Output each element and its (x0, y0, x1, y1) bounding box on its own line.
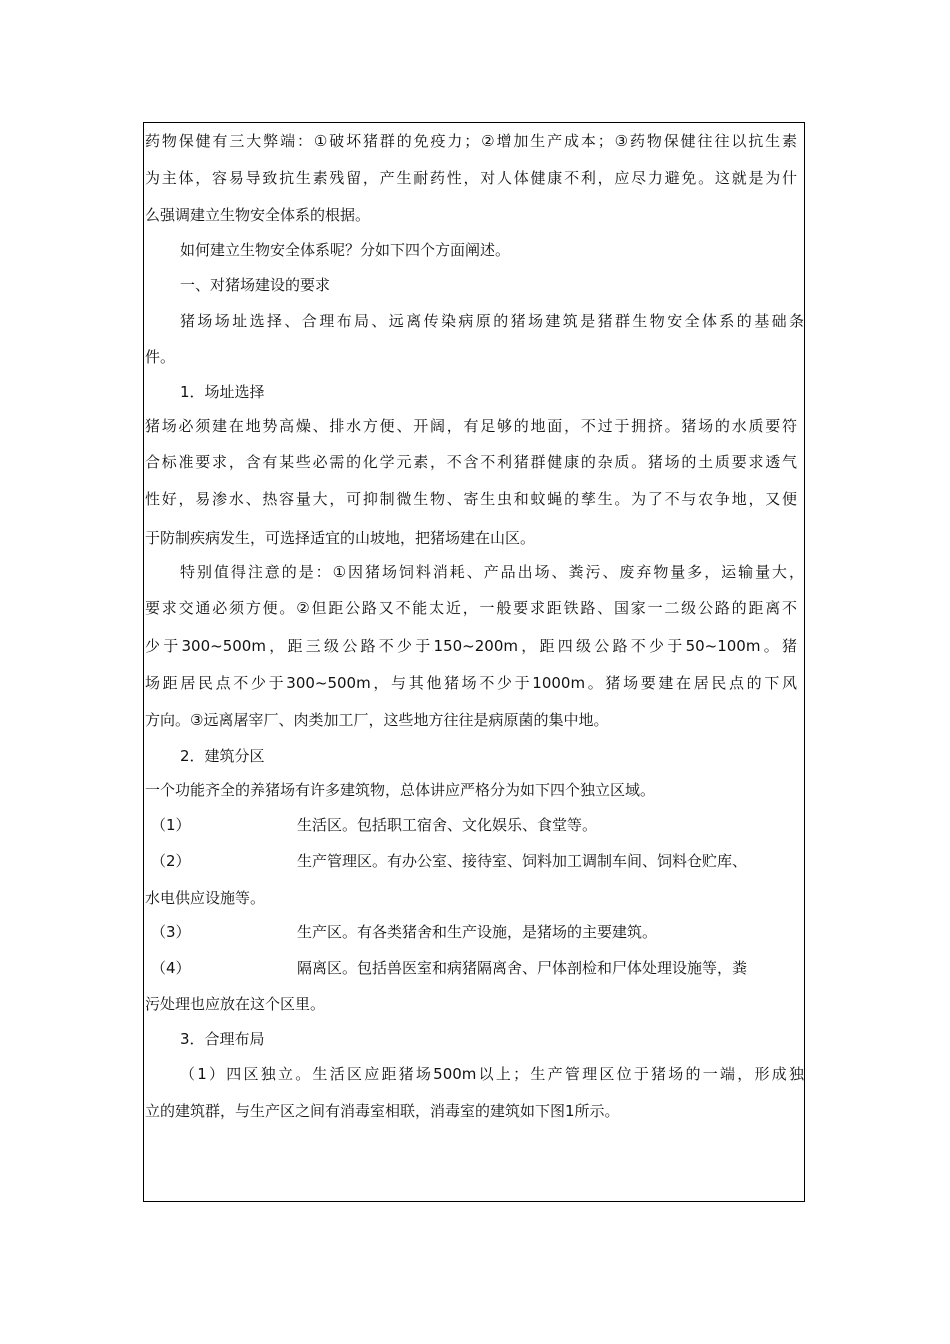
paragraph-line: 特别值得注意的是：①因猪场饲料消耗、产品出场、粪污、废弃物量多，运输量大， (180, 563, 804, 581)
paragraph-line: 场距居民点不少于300~500m，与其他猪场不少于1000m。猪场要建在居民点的下风 (145, 674, 797, 692)
paragraph-line: 污处理也应放在这个区里。 (145, 995, 326, 1013)
subsection-heading: 1．场址选择 (180, 383, 265, 401)
zone-label: （4） (151, 959, 191, 977)
paragraph-line: 要求交通必须方便。②但距公路又不能太近，一般要求距铁路、国家一二级公路的距离不 (145, 599, 797, 617)
zone-label: （3） (151, 923, 191, 941)
paragraph-line: 件。 (145, 348, 176, 366)
zone-label: （2） (151, 852, 191, 870)
zone-item (145, 815, 807, 835)
paragraph-line: 少于300~500m，距三级公路不少于150~200m，距四级公路不少于50~100m。猪 (145, 637, 797, 655)
paragraph-line: 药物保健有三大弊端：①破坏猪群的免疫力；②增加生产成本；③药物保健往往以抗生素 (145, 132, 797, 150)
section-heading: 一、对猪场建设的要求 (180, 276, 331, 294)
paragraph-line: 么强调建立生物安全体系的根据。 (145, 206, 371, 224)
subsection-heading: 3．合理布局 (180, 1030, 265, 1048)
zone-item (145, 851, 807, 871)
paragraph-line: 性好，易渗水、热容量大，可抑制微生物、寄生虫和蚊蝇的孳生。为了不与农争地，又便 (145, 490, 797, 508)
paragraph-line: 为主体，容易导致抗生素残留，产生耐药性，对人体健康不利，应尽力避免。这就是为什 (145, 169, 797, 187)
paragraph-line: 水电供应设施等。 (145, 889, 266, 907)
paragraph-line: 如何建立生物安全体系呢？分如下四个方面阐述。 (180, 241, 511, 259)
paragraph-line: 于防制疾病发生，可选择适宜的山坡地，把猪场建在山区。 (145, 529, 536, 547)
zone-text: 生产区。有各类猪舍和生产设施，是猪场的主要建筑。 (297, 923, 658, 941)
zone-text: 生产管理区。有办公室、接待室、饲料加工调制车间、饲料仓贮库、 (297, 852, 748, 870)
zone-text: 隔离区。包括兽医室和病猪隔离舍、尸体剖检和尸体处理设施等，粪 (297, 959, 748, 977)
paragraph-line: 方向。③远离屠宰厂、肉类加工厂，这些地方往往是病原菌的集中地。 (145, 711, 609, 729)
zone-label: （1） (151, 816, 191, 834)
zone-item (145, 958, 807, 978)
paragraph-line: 猪场场址选择、合理布局、远离传染病原的猪场建筑是猪群生物安全体系的基础条 (180, 312, 804, 330)
subsection-heading: 2．建筑分区 (180, 747, 265, 765)
zone-text: 生活区。包括职工宿舍、文化娱乐、食堂等。 (297, 816, 598, 834)
paragraph-line: 立的建筑群，与生产区之间有消毒室相联，消毒室的建筑如下图1所示。 (145, 1102, 620, 1120)
paragraph-line: （1）四区独立。生活区应距猪场500m以上；生产管理区位于猪场的一端，形成独 (180, 1065, 804, 1083)
paragraph-line: 猪场必须建在地势高燥、排水方便、开阔，有足够的地面，不过于拥挤。猪场的水质要符 (145, 417, 797, 435)
paragraph-line: 合标准要求，含有某些必需的化学元素，不含不利猪群健康的杂质。猪场的土质要求透气 (145, 453, 797, 471)
zone-item (145, 922, 807, 942)
paragraph-line: 一个功能齐全的养猪场有许多建筑物，总体讲应严格分为如下四个独立区域。 (145, 781, 656, 799)
